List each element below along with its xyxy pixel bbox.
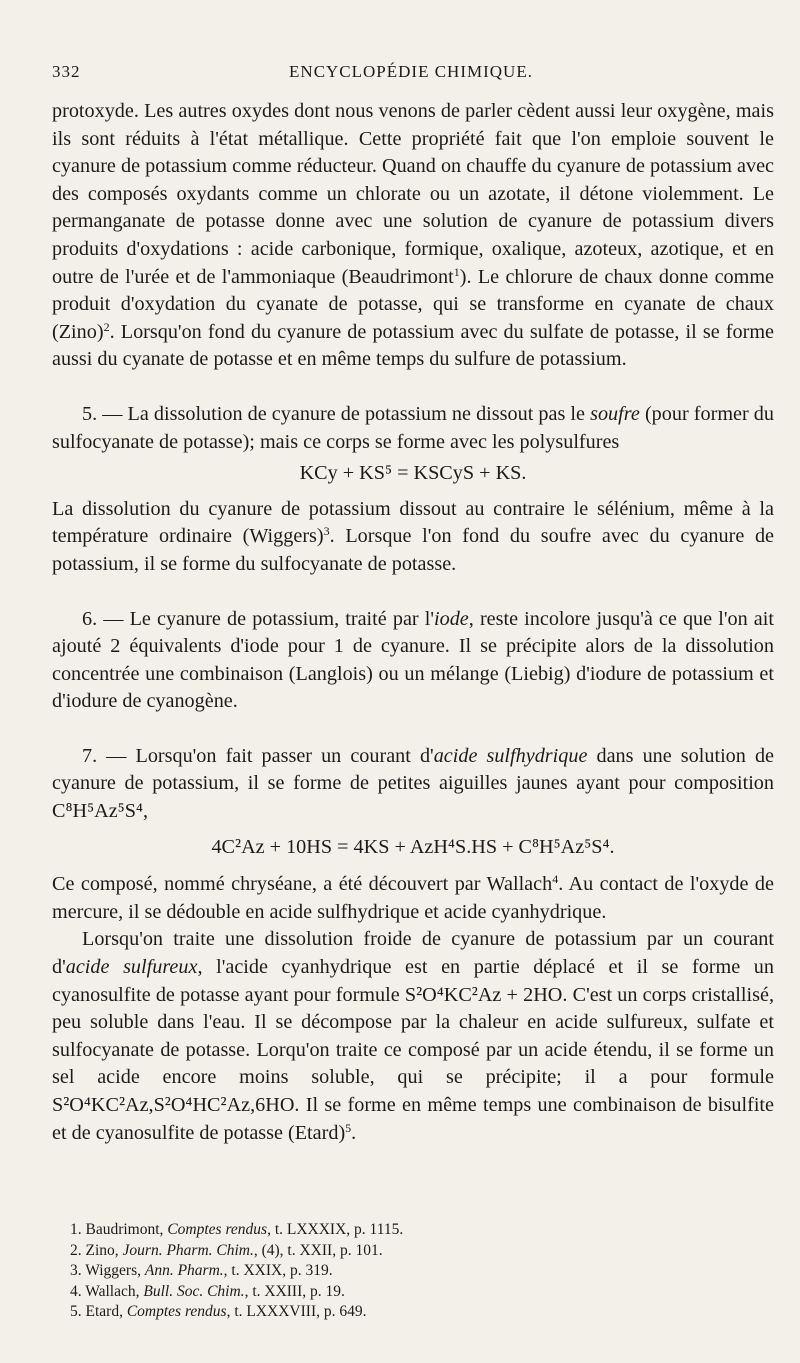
- paragraph-acide-sulfureux: Lorsqu'on traite une dissolution froide de cyanure de potassium par un courant d'acide sulfureux, l'acide cyanhydrique est en partie déplacé et il se forme un cyanosulfite de potasse ayant pour formule S²O⁴KC²Az + 2HO. C'est un corps cristallisé, peu soluble dans l'eau. Il se décompose par la chaleur en acide sulfureux, sulfate et sulfocyanate de potasse. Lorqu'on traite ce composé par un acide étendu, il se forme un sel acide encore moins soluble, qui se précipite; il a pour formule S²O⁴KC²Az,S²O⁴HC²Az,6HO. Il se forme en même temps une combinaison de bisulfite et de cyanosulfite de potasse (Etard)$^5$.: [52, 928, 774, 1144]
- footnote-5: 5. Etard, Comptes rendus, t. LXXXVIII, p. 649.: [70, 1303, 367, 1321]
- emphasis-acide-sulfhydrique: acide sulfhydrique: [433, 744, 588, 767]
- running-title: ENCYCLOPÉDIE CHIMIQUE.: [289, 62, 533, 81]
- section-7-paragraph: 7. — Lorsqu'on fait passer un courant d'acide sulfhydrique dans une solution de cyanure de potassium, il se forme de petites aiguilles jaunes ayant pour composition C⁸H⁵Az⁵S⁴,: [52, 744, 774, 823]
- footnote-ref-1[interactable]: 1: [453, 264, 460, 279]
- footnote-2: 2. Zino, Journ. Pharm. Chim., (4), t. XXII, p. 101.: [70, 1241, 383, 1259]
- formula-chryseane: 4C²Az + 10HS = 4KS + AzH⁴S.HS + C⁸H⁵Az⁵S⁴.: [211, 835, 615, 858]
- page-number: 332: [52, 62, 81, 81]
- section-7-continuation: Ce composé, nommé chryséane, a été découvert par Wallach$^4$. Au contact de l'oxyde de mercure, il se dédouble en acide sulfhydrique et acide cyanhydrique.: [52, 872, 774, 923]
- paragraph-oxydation: protoxyde. Les autres oxydes dont nous venons de parler cèdent aussi leur oxygène, mais ils sont réduits à l'état métallique. Cette propriété fait que l'on emploie souvent le cyanure de potassium comme réducteur. Quand on chauffe du cyanure de potassium avec des composés oxydants comme un chlorate ou un azotate, il détone violemment. Le permanganate de potasse donne avec une solution de cyanure de potassium divers produits d'oxydations : acide carbonique, formique, oxalique, azoteux, azotique, et en outre de l'urée et de l'ammoniaque (Beaudrimont$^1$). Le chlorure de chaux donne comme produit d'oxydation du cyanate de potasse, qui se transforme en cyanate de chaux (Zino)$^2$. Lorsqu'on fond du cyanure de potassium avec du sulfate de potasse, il se forme aussi du cyanate de potasse et en même temps du sulfure de potassium.: [52, 100, 775, 371]
- footnote-1: 1. Baudrimont, Comptes rendus, t. LXXXIX, p. 1115.: [70, 1221, 404, 1238]
- emphasis-acide-sulfureux: acide sulfureux: [65, 956, 198, 979]
- footnotes: [70, 1220, 770, 1323]
- footnote-ref-3[interactable]: 3: [323, 524, 330, 539]
- footnote-ref-5[interactable]: 5: [345, 1120, 352, 1135]
- footnote-3: 3. Wiggers, Ann. Pharm., t. XXIX, p. 319.: [70, 1262, 333, 1280]
- main-text: [52, 98, 774, 1147]
- footnote-ref-2[interactable]: 2: [103, 319, 110, 334]
- running-header: [52, 62, 770, 88]
- emphasis-soufre: soufre: [590, 402, 640, 425]
- footnote-4: 4. Wallach, Bull. Soc. Chim., t. XXIII, p. 19.: [70, 1282, 345, 1300]
- emphasis-iode: iode: [434, 607, 469, 630]
- formula-polysulfures: KCy + KS⁵ = KSCyS + KS.: [299, 462, 527, 485]
- section-6-paragraph: 6. — Le cyanure de potassium, traité par l'iode, reste incolore jusqu'à ce que l'on ait ajouté 2 équivalents d'iode pour 1 de cyanure. Il se précipite alors de la dissolution concentrée une combinaison (Langlois) ou un mélange (Liebig) d'iodure de potassium et d'iodure de cyanogène.: [52, 607, 774, 713]
- footnote-ref-4[interactable]: 4: [552, 872, 559, 887]
- section-5-paragraph: 5. — La dissolution de cyanure de potassium ne dissout pas le soufre (pour former du sulfocyanate de potasse); mais ce corps se forme avec les polysulfures: [52, 402, 774, 453]
- section-5-continuation: La dissolution du cyanure de potassium dissout au contraire le sélénium, même à la température ordinaire (Wiggers)$^3$. Lorsque l'on fond du soufre avec du cyanure de potassium, il se forme du sulfocyanate de potasse.: [52, 497, 774, 575]
